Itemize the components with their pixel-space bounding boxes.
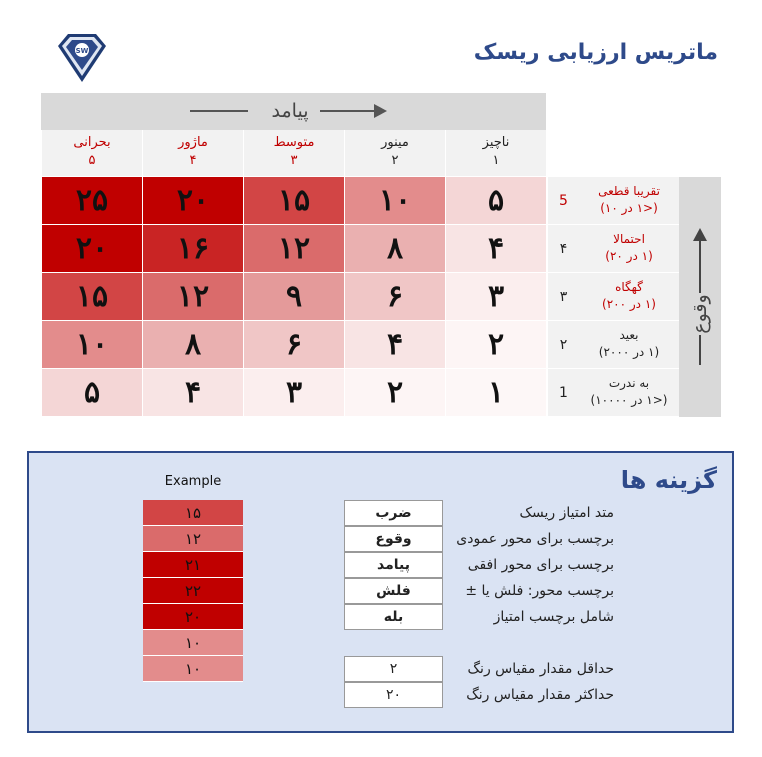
example-label: Example [164, 474, 222, 489]
row-name: به ندرت [608, 376, 650, 390]
matrix-cell: ۴ [345, 321, 446, 369]
matrix-cell: ۶ [244, 321, 345, 369]
column-header-1 [446, 130, 547, 176]
option-label-max-scale: حداکثر مقدار مقیاس رنگ [466, 687, 614, 703]
column-header-3 [244, 130, 345, 176]
option-input-axis-style[interactable]: فلش [344, 578, 443, 604]
row-label-3 [579, 273, 679, 321]
matrix-cell: ۱۰ [42, 321, 143, 369]
column-name: مینور [381, 135, 409, 150]
row-label-2 [579, 225, 679, 273]
option-input-min-scale[interactable]: ۲ [344, 656, 443, 682]
row-label-5 [579, 369, 679, 417]
matrix-cell: ۹ [244, 273, 345, 321]
diamond-logo-icon [52, 28, 112, 88]
column-header-4 [143, 130, 244, 176]
matrix-cell: ۱۵ [244, 177, 345, 225]
column-number: ۵ [88, 153, 96, 168]
row-number: 5 [548, 177, 579, 225]
option-input-score-method[interactable]: ضرب [344, 500, 443, 526]
matrix-cell: ۳ [446, 273, 547, 321]
row-desc: (<۱ در ۱۰) [600, 201, 658, 215]
row-number: ۲ [548, 321, 579, 369]
matrix-cell: ۲۰ [143, 177, 244, 225]
matrix-cell: ۸ [345, 225, 446, 273]
matrix-cell: ۳ [244, 369, 345, 417]
row-number: 1 [548, 369, 579, 417]
horizontal-axis-line [320, 110, 374, 112]
example-cell: ۲۲ [143, 578, 243, 604]
matrix-cell: ۵ [446, 177, 547, 225]
option-label-min-scale: حداقل مقدار مقیاس رنگ [467, 661, 614, 677]
matrix-cell: ۱۲ [244, 225, 345, 273]
column-number: ۳ [290, 153, 298, 168]
row-desc: (۱ در ۲۰۰) [602, 297, 656, 311]
matrix-cell: ۲۰ [42, 225, 143, 273]
option-label-score-method: متد امتیاز ریسک [519, 505, 614, 521]
row-name: گهگاه [615, 280, 643, 294]
matrix-cell: ۱۶ [143, 225, 244, 273]
row-label-1 [579, 177, 679, 225]
options-title: گزینه ها [620, 466, 717, 494]
option-label-vertical-axis: برچسب برای محور عمودی [456, 531, 614, 547]
arrow-up-icon [693, 228, 707, 241]
option-input-horizontal-axis[interactable]: پیامد [344, 552, 443, 578]
page-title: ماتریس ارزیابی ریسک [473, 40, 718, 65]
option-label-axis-style: برچسب محور: فلش یا ± [465, 583, 614, 599]
matrix-cell: ۸ [143, 321, 244, 369]
example-cell: ۲۰ [143, 604, 243, 630]
row-desc: (<۱ در ۱۰۰۰۰) [590, 393, 668, 407]
example-cell: ۱۵ [143, 500, 243, 526]
row-name: تقریبا قطعی [598, 184, 660, 198]
column-number: ۱ [492, 153, 500, 168]
vertical-axis-line [699, 335, 701, 365]
row-number: ۳ [548, 273, 579, 321]
matrix-cell: ۲۵ [42, 177, 143, 225]
arrow-right-icon [374, 104, 387, 118]
matrix-cell: ۴ [143, 369, 244, 417]
vertical-axis-label: وقوع [689, 294, 711, 334]
matrix-cell: ۴ [446, 225, 547, 273]
option-input-include-score[interactable]: بله [344, 604, 443, 630]
column-name: متوسط [273, 135, 315, 150]
row-name: احتمالا [613, 232, 645, 246]
row-name: بعید [619, 328, 639, 342]
column-name: ماژور [178, 135, 208, 150]
column-header-2 [345, 130, 446, 176]
row-number: ۴ [548, 225, 579, 273]
matrix-cell: ۲ [345, 369, 446, 417]
row-desc: (۱ در ۲۰۰۰) [598, 345, 660, 359]
matrix-cell: ۵ [42, 369, 143, 417]
horizontal-axis-line [190, 110, 248, 112]
example-cell: ۲۱ [143, 552, 243, 578]
matrix-cell: ۱۰ [345, 177, 446, 225]
option-label-horizontal-axis: برچسب برای محور افقی [467, 557, 614, 573]
svg-text:SW: SW [75, 47, 89, 55]
option-label-include-score: شامل برچسب امتیاز [493, 609, 614, 625]
option-input-vertical-axis[interactable]: وقوع [344, 526, 443, 552]
example-cell: ۱۰ [143, 630, 243, 656]
option-input-max-scale[interactable]: ۲۰ [344, 682, 443, 708]
matrix-cell: ۱۲ [143, 273, 244, 321]
example-cell: ۱۲ [143, 526, 243, 552]
column-name: بحرانی [73, 135, 111, 150]
column-name: ناچیز [482, 135, 510, 150]
row-desc: (۱ در ۲۰) [605, 249, 653, 263]
matrix-cell: ۱۵ [42, 273, 143, 321]
column-number: ۲ [391, 153, 399, 168]
row-label-4 [579, 321, 679, 369]
matrix-cell: ۲ [446, 321, 547, 369]
column-header-5 [42, 130, 143, 176]
column-number: ۴ [189, 153, 197, 168]
example-cell: ۱۰ [143, 656, 243, 682]
horizontal-axis-label: پیامد [271, 100, 309, 122]
matrix-cell: ۶ [345, 273, 446, 321]
matrix-cell: ۱ [446, 369, 547, 417]
